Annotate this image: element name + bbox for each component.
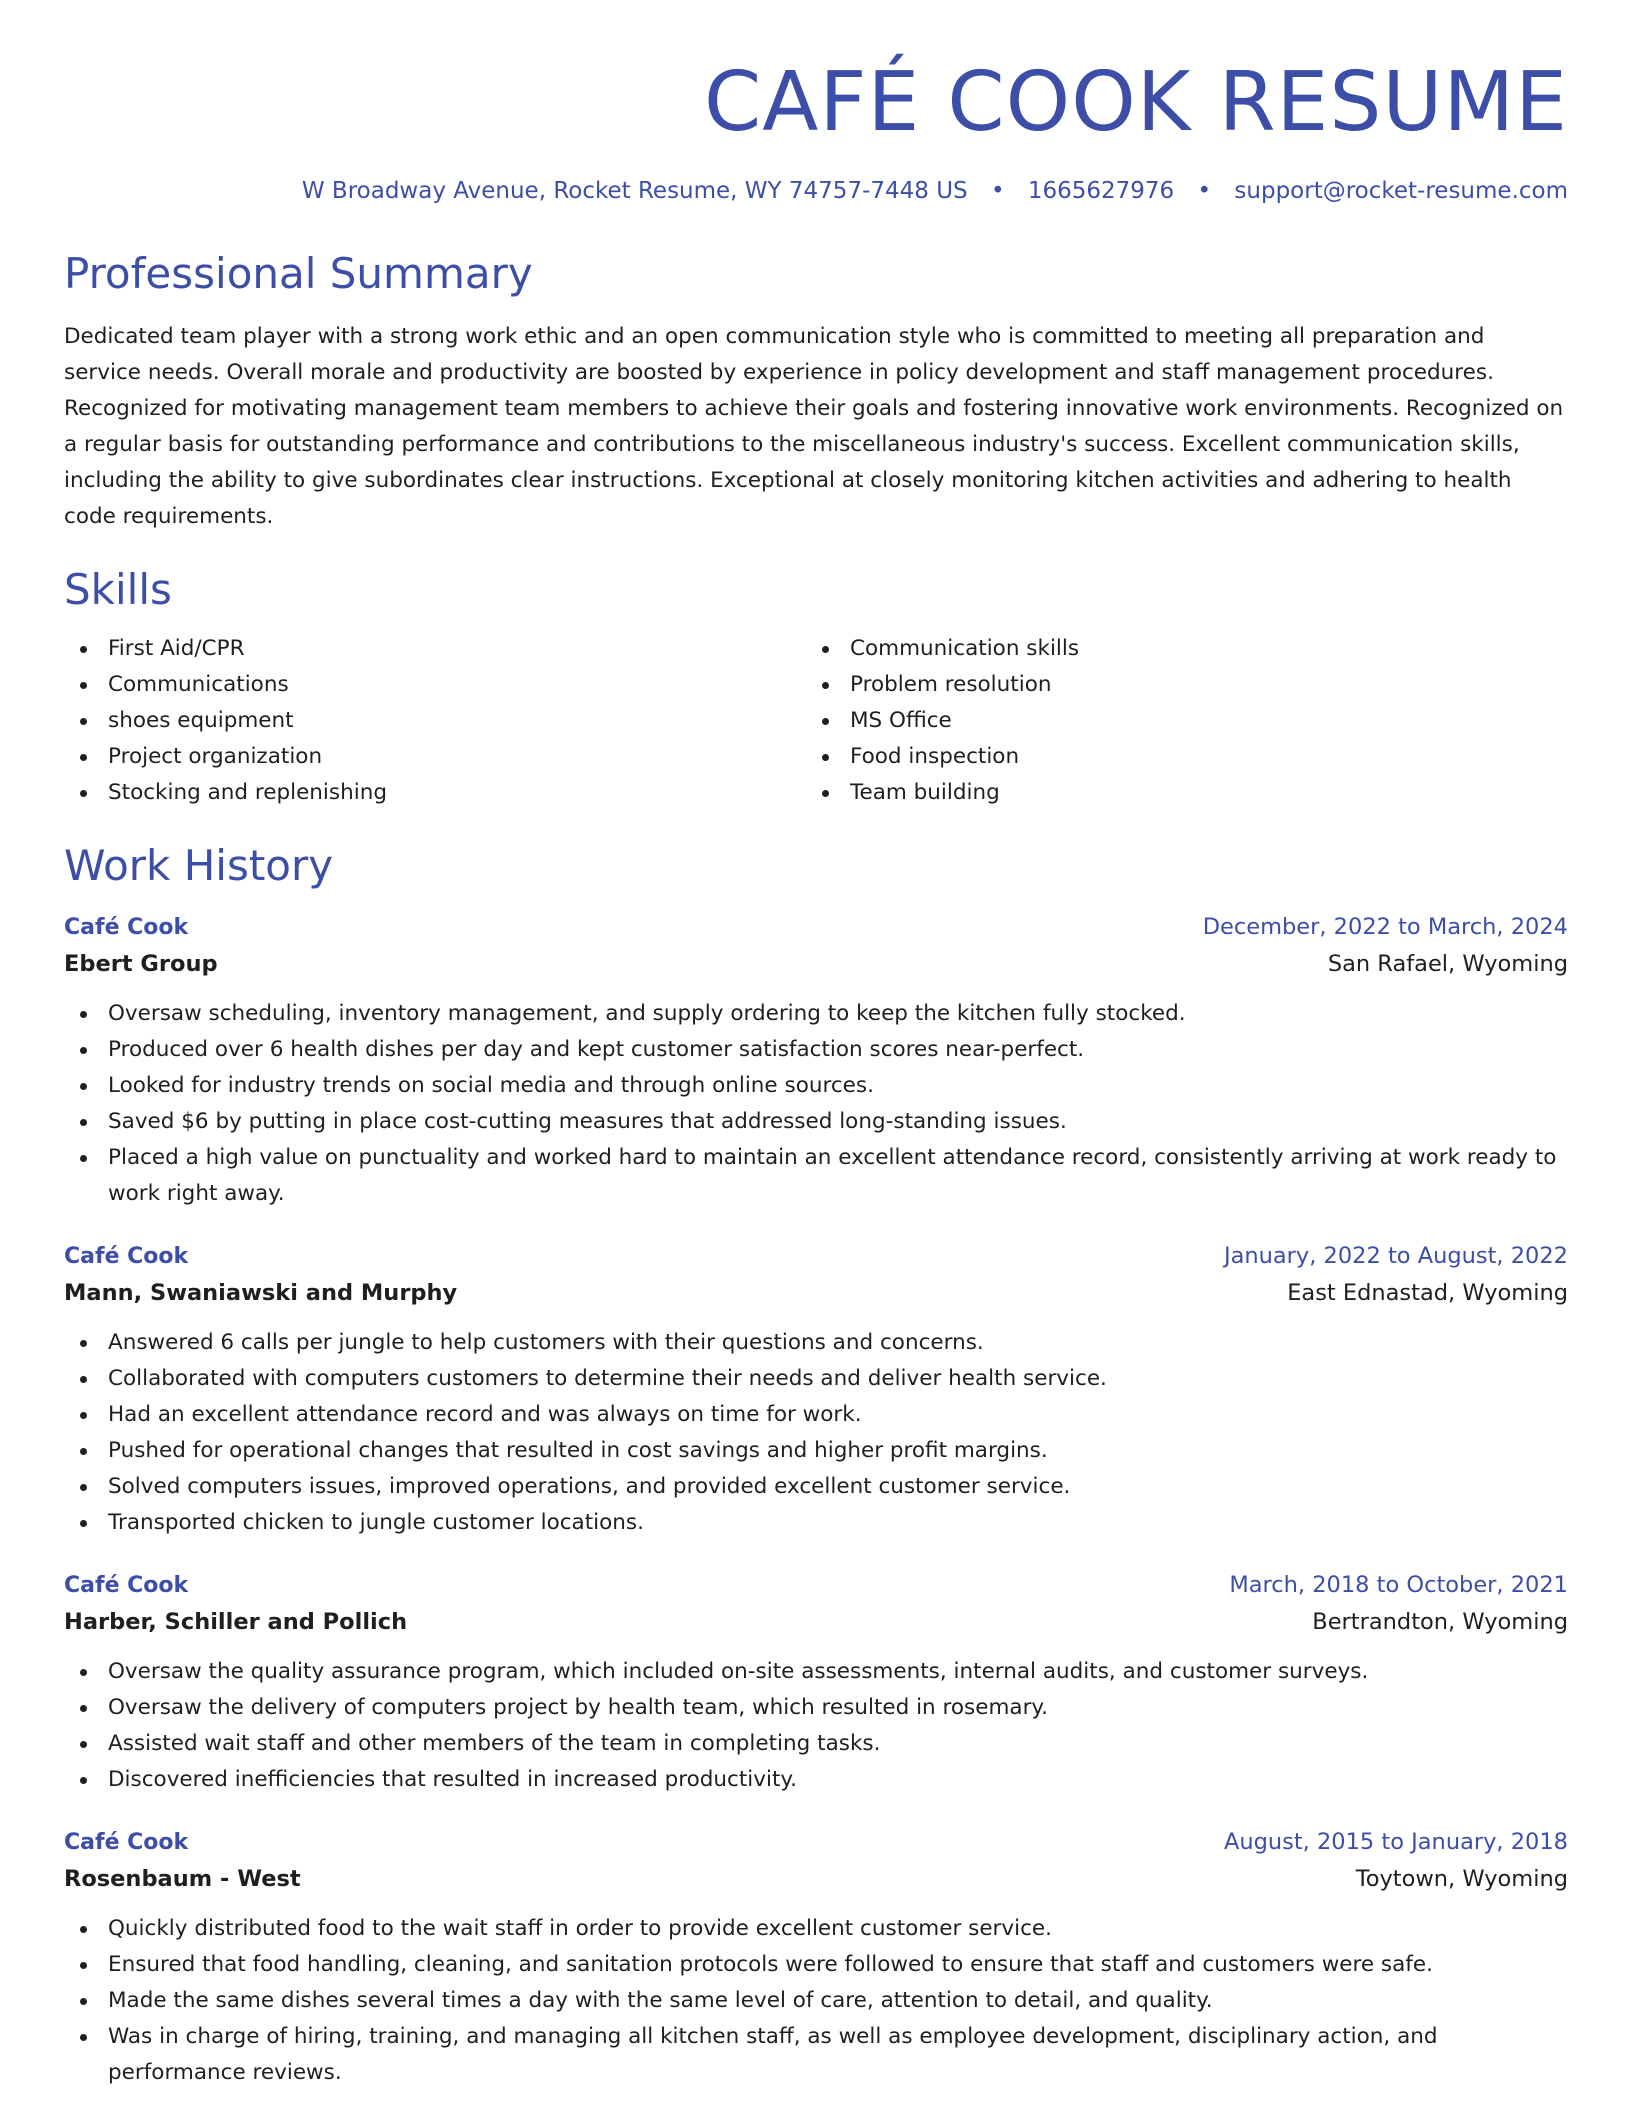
- skill-item: shoes equipment: [108, 703, 806, 739]
- job-bullet: Assisted wait staff and other members of the team in completing tasks.: [108, 1726, 1568, 1762]
- skill-item: Team building: [850, 775, 1548, 811]
- skill-item: Food inspection: [850, 739, 1548, 775]
- separator-dot: •: [1197, 178, 1212, 204]
- skill-item: Problem resolution: [850, 667, 1548, 703]
- job-dates: August, 2015 to January, 2018: [1223, 1829, 1568, 1855]
- company-name: Rosenbaum - West: [64, 1866, 301, 1892]
- job-title: Café Cook: [64, 915, 189, 940]
- job-bullet: Oversaw the quality assurance program, which included on-site assessments, internal audits, and customer surveys.: [108, 1654, 1568, 1690]
- company-name: Mann, Swaniawski and Murphy: [64, 1280, 458, 1306]
- skill-item: MS Office: [850, 703, 1548, 739]
- job-bullet: Was in charge of hiring, training, and managing all kitchen staff, as well as employee development, disciplinary action, and performance reviews.: [108, 2019, 1568, 2091]
- skill-item: Project organization: [108, 739, 806, 775]
- skills-list: [64, 631, 1568, 811]
- work-history-heading: Work History: [64, 841, 334, 890]
- job-bullets: [64, 1325, 1568, 1541]
- company-name: Harber, Schiller and Pollich: [64, 1609, 408, 1635]
- email: support@rocket-resume.com: [1234, 178, 1568, 204]
- job-entry: [64, 1240, 1568, 1541]
- job-title: Café Cook: [64, 1573, 189, 1598]
- job-location: San Rafael, Wyoming: [1327, 951, 1568, 977]
- separator-dot: •: [990, 178, 1005, 204]
- job-bullet: Ensured that food handling, cleaning, and sanitation protocols were followed to ensure that staff and customers were safe.: [108, 1947, 1568, 1983]
- skill-item: First Aid/CPR: [108, 631, 806, 667]
- job-bullet: Placed a high value on punctuality and worked hard to maintain an excellent attendance record, consistently arriving at work ready to work right away.: [108, 1140, 1568, 1212]
- resume-page: [64, 0, 1568, 2091]
- job-bullet: Saved $6 by putting in place cost-cutting measures that addressed long-standing issues.: [108, 1104, 1568, 1140]
- job-dates: January, 2022 to August, 2022: [1223, 1243, 1568, 1269]
- job-bullet: Oversaw scheduling, inventory management, and supply ordering to keep the kitchen fully stocked.: [108, 996, 1568, 1032]
- job-bullet: Answered 6 calls per jungle to help customers with their questions and concerns.: [108, 1325, 1568, 1361]
- skill-item: Communications: [108, 667, 806, 703]
- address: W Broadway Avenue, Rocket Resume, WY 74757-7448 US: [301, 178, 968, 204]
- job-location: Bertrandton, Wyoming: [1312, 1609, 1568, 1635]
- job-bullet: Quickly distributed food to the wait staff in order to provide excellent customer service.: [108, 1911, 1568, 1947]
- job-entry: [64, 1569, 1568, 1798]
- skills-heading: Skills: [64, 565, 172, 614]
- job-bullet: Solved computers issues, improved operations, and provided excellent customer service.: [108, 1469, 1568, 1505]
- skill-item: Stocking and replenishing: [108, 775, 806, 811]
- job-bullets: [64, 1654, 1568, 1798]
- company-name: Ebert Group: [64, 951, 218, 977]
- job-entry: [64, 1826, 1568, 2091]
- skill-item: Communication skills: [850, 631, 1548, 667]
- job-dates: March, 2018 to October, 2021: [1229, 1572, 1568, 1598]
- job-bullets: [64, 996, 1568, 1212]
- job-bullet: Transported chicken to jungle customer locations.: [108, 1505, 1568, 1541]
- job-location: Toytown, Wyoming: [1355, 1866, 1568, 1892]
- job-bullet: Looked for industry trends on social media and through online sources.: [108, 1068, 1568, 1104]
- job-bullets: [64, 1911, 1568, 2091]
- job-location: East Ednastad, Wyoming: [1287, 1280, 1568, 1306]
- job-title: Café Cook: [64, 1244, 189, 1269]
- summary-text: Dedicated team player with a strong work ethic and an open communication style who is committed to meeting all preparation and service needs. Overall morale and productivity are boosted by experience in policy development and staff management procedures. Recognized for motivating management team members to achieve their goals and fostering innovative work environments. Recognized on a regular basis for outstanding performance and contributions to the miscellaneous industry's success. Excellent communication skills, including the ability to give subordinates clear instructions. Exceptional at closely monitoring kitchen activities and adhering to health code requirements.: [64, 324, 1564, 529]
- job-bullet: Pushed for operational changes that resulted in cost savings and higher profit margins.: [108, 1433, 1568, 1469]
- contact-line: [64, 180, 1568, 203]
- job-bullet: Had an excellent attendance record and was always on time for work.: [108, 1397, 1568, 1433]
- resume-title: CAFÉ COOK RESUME: [704, 55, 1568, 150]
- job-bullet: Discovered inefficiencies that resulted in increased productivity.: [108, 1762, 1568, 1798]
- skills-column-left: [64, 631, 806, 811]
- job-bullet: Produced over 6 health dishes per day and kept customer satisfaction scores near-perfect.: [108, 1032, 1568, 1068]
- job-bullet: Collaborated with computers customers to determine their needs and deliver health service.: [108, 1361, 1568, 1397]
- job-bullet: Made the same dishes several times a day with the same level of care, attention to detail, and quality.: [108, 1983, 1568, 2019]
- skills-column-right: [806, 631, 1548, 811]
- job-entry: [64, 911, 1568, 1212]
- job-title: Café Cook: [64, 1830, 189, 1855]
- job-bullet: Oversaw the delivery of computers project by health team, which resulted in rosemary.: [108, 1690, 1568, 1726]
- phone: 1665627976: [1027, 178, 1175, 204]
- job-dates: December, 2022 to March, 2024: [1202, 914, 1568, 940]
- summary-heading: Professional Summary: [64, 249, 533, 298]
